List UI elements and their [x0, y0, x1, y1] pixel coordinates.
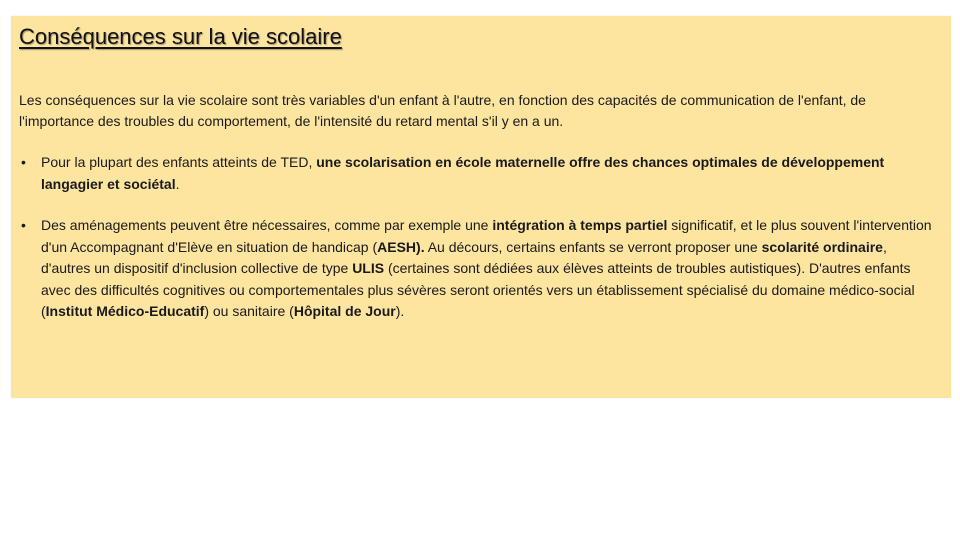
bullet-text: Pour la plupart des enfants atteints de TED,: [41, 154, 317, 170]
bullet-text: .: [175, 175, 180, 192]
bullet-text: significatif, et le plus souvent l'intervention d'un Accompagnant d'Elève en situation de handicap (: [41, 217, 932, 255]
content-panel: [11, 16, 951, 398]
bullet-emphasis: Institut Médico-Educatif: [45, 303, 205, 319]
bullet-item-amenagements: [19, 215, 934, 323]
bullet-emphasis: Hôpital de Jour: [293, 303, 396, 319]
bullet-item-maternelle: [19, 152, 934, 195]
bullet-text: ) ou sanitaire (: [204, 303, 294, 319]
bullet-emphasis: intégration à temps partiel: [492, 217, 668, 233]
bullet-text: Au décours, certains enfants se verront proposer une: [424, 238, 762, 255]
bullet-emphasis: ULIS: [352, 260, 385, 276]
intro-paragraph: Les conséquences sur la vie scolaire sont très variables d'un enfant à l'autre, en fonction des capacités de communication de l'enfant, de l'importance des troubles du comportement, de l'intensité du retard mental s'il y en a un.: [19, 92, 866, 129]
bullet-icon: •: [21, 154, 26, 170]
bullet-text: ).: [395, 303, 405, 319]
bullet-list: [19, 152, 934, 343]
slide-title: Conséquences sur la vie scolaire: [19, 24, 342, 49]
bullet-text: , d'autres un dispositif d'inclusion collective de type: [41, 238, 887, 276]
bullet-icon: •: [21, 217, 26, 233]
bullet-text: (certaines sont dédiées aux élèves atteints de troubles autistiques). D'autres enfants avec des difficultés cognitives ou comportementales plus sévères seront orientés vers un établissement spécialisé du domaine médico-social (: [41, 260, 915, 319]
bullet-emphasis: AESH).: [377, 238, 425, 255]
bullet-emphasis: scolarité ordinaire: [761, 238, 883, 255]
bullet-emphasis: une scolarisation en école maternelle offre des chances optimales de développement langagier et sociétal: [41, 154, 885, 192]
bullet-text: Des aménagements peuvent être nécessaires, comme par exemple une: [41, 217, 493, 233]
